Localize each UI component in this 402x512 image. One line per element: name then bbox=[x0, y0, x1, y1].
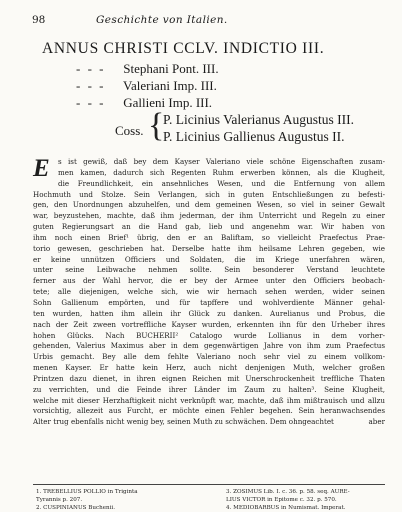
text-line: tete; alle diejenigen, welche sich, wie wir hernach sehen werden, wider seinen bbox=[33, 287, 385, 297]
text-line: welche mit dieser Herzhaftigkeit nicht verknüpft war, machte, daß ihm mißtrauisch und allzu bbox=[33, 395, 385, 405]
text-line: ihm noch einen Brief¹ übrig, den er an Baliftam, so vielleicht Praefectus Prae- bbox=[33, 232, 385, 242]
text-line: Hochmuth und Stolze. Sein Verlangen, sich in guten Entschließungen zu befesti- bbox=[33, 189, 385, 199]
footnote-column-right bbox=[226, 488, 401, 512]
text-line: men kamen, dadurch sich Regenten Ruhm erwerben können, als die Klugheit, bbox=[58, 167, 385, 177]
footnote-column-left bbox=[36, 488, 211, 512]
text-line: unter seine Leibwache nehmen sollte. Sein besonderer Verstand leuchtete bbox=[33, 265, 385, 275]
consular-text: Valeriani Imp. III. bbox=[123, 78, 217, 93]
drop-cap: E bbox=[33, 155, 50, 182]
consular-line bbox=[76, 78, 217, 94]
text-line: gen, den Unordnungen abzuhelfen, und dem gemeinen Wesen, so viel in seiner Gewalt bbox=[33, 200, 385, 210]
text-line: guten Regierungsart an die Hand gab, lieb und angenehm war. Wir haben von bbox=[33, 222, 385, 232]
footnote: 3. ZOSIMUS Lib. I. c. 36. p. 58. seq. AURE- bbox=[226, 489, 350, 495]
consul-name: P. Licinius Gallienus Augustus II. bbox=[163, 129, 345, 144]
catchword: aber bbox=[368, 417, 385, 427]
text-line: hohen Glücks. Nach BUCHERII² Catalogo wurde Lollianus in dem vorher- bbox=[33, 330, 385, 340]
text-line: torio gewesen, geschrieben hat. Derselbe hatte ihm heilsame Lehren gegeben, wie bbox=[33, 243, 385, 253]
text-line: er keine unnützen Officiers und Soldaten, die im Kriege unerfahren wären, bbox=[33, 254, 385, 264]
text-line: war, beyzustehen, machte, daß ihm jederman, der ihm Unterricht und Regeln zu einer bbox=[33, 211, 385, 221]
footnote-rule bbox=[33, 484, 385, 485]
text-line: vorsichtig, allezeit aus Furcht, er möchte einen Fehler begehen. Sein heranwachsendes bbox=[33, 406, 385, 416]
consular-line bbox=[76, 61, 219, 77]
footnote: 2. CUSPINIANUS Buchenii. bbox=[36, 505, 115, 511]
consul-name: P. Licinius Valerianus Augustus III. bbox=[163, 112, 354, 127]
text-line: nach der Zeit zween vortreffliche Kayser wurden, erkennten ihn für den Urheber ihres bbox=[33, 319, 385, 329]
text-line: die Freundlichkeit, ein ansehnliches Wesen, und die Entfernung von allem bbox=[58, 178, 385, 188]
body-paragraph bbox=[33, 157, 385, 428]
text-line: Printzen dazu dienet, in ihren eignen Reichen mit Unerschrockenheit treffliche Thaten bbox=[33, 373, 385, 383]
footnote: 4. MEDIOBARBUS in Numismat. Imperat. bbox=[226, 505, 346, 511]
dash-leader: - - - bbox=[76, 95, 106, 110]
brace-glyph: { bbox=[148, 107, 165, 144]
text-line: menen Kayser. Er hatte kein Herz, auch nicht denjenigen Muth, welcher großen bbox=[33, 363, 385, 373]
consular-text: Gallieni Imp. III. bbox=[123, 95, 213, 110]
text-line: Urbis gemacht. Bey alle dem fehlte Valeriano noch sehr viel zu einem vollkom- bbox=[33, 352, 385, 362]
text-line: gehenden, Valerius Maximus aber in dem gegenwärtigen Jahre von ihm zum Praefectus bbox=[33, 341, 385, 351]
text-line: ten wurden, hatten ihm allein ihr Glück zu danken. Aurelianus und Probus, die bbox=[33, 308, 385, 318]
footnote: LIUS VICTOR in Epitome c. 32. p. 570. bbox=[226, 497, 337, 503]
footnote: Tyrannis p. 207. bbox=[36, 497, 83, 503]
consular-text: Stephani Pont. III. bbox=[123, 61, 219, 76]
footnote: 1. TREBELLIUS POLLIO in Triginta bbox=[36, 489, 138, 495]
dash-leader: - - - bbox=[76, 78, 106, 93]
page-number: 98 bbox=[32, 14, 46, 26]
dash-leader: - - - bbox=[76, 61, 106, 76]
text-line: Alter trug ebenfalls nicht wenig bey, seinen Muth zu schwächen. Dem ohngeachtet aber bbox=[33, 417, 385, 427]
consular-line bbox=[76, 95, 212, 111]
text-line: s ist gewiß, daß bey dem Kayser Valeriano viele schöne Eigenschaften zusam- bbox=[58, 157, 385, 166]
running-head bbox=[32, 14, 378, 28]
consuls-label: Coss. bbox=[115, 123, 144, 138]
text-line: ferner aus der Wahl hervor, die er bey der Armee unter den Officiers beobach- bbox=[33, 276, 385, 286]
year-heading: ANNUS CHRISTI CCLV. INDICTIO III. bbox=[42, 40, 325, 57]
running-title: Geschichte von Italien. bbox=[96, 14, 228, 26]
text-line: zu verrichten, und die Feinde ihrer Länder im Zaum zu halten³. Seine Klugheit, bbox=[33, 384, 385, 394]
text-line: Sohn Gallienum empörten, und für tapffere und wohlverdiente Männer gehal- bbox=[33, 297, 385, 307]
